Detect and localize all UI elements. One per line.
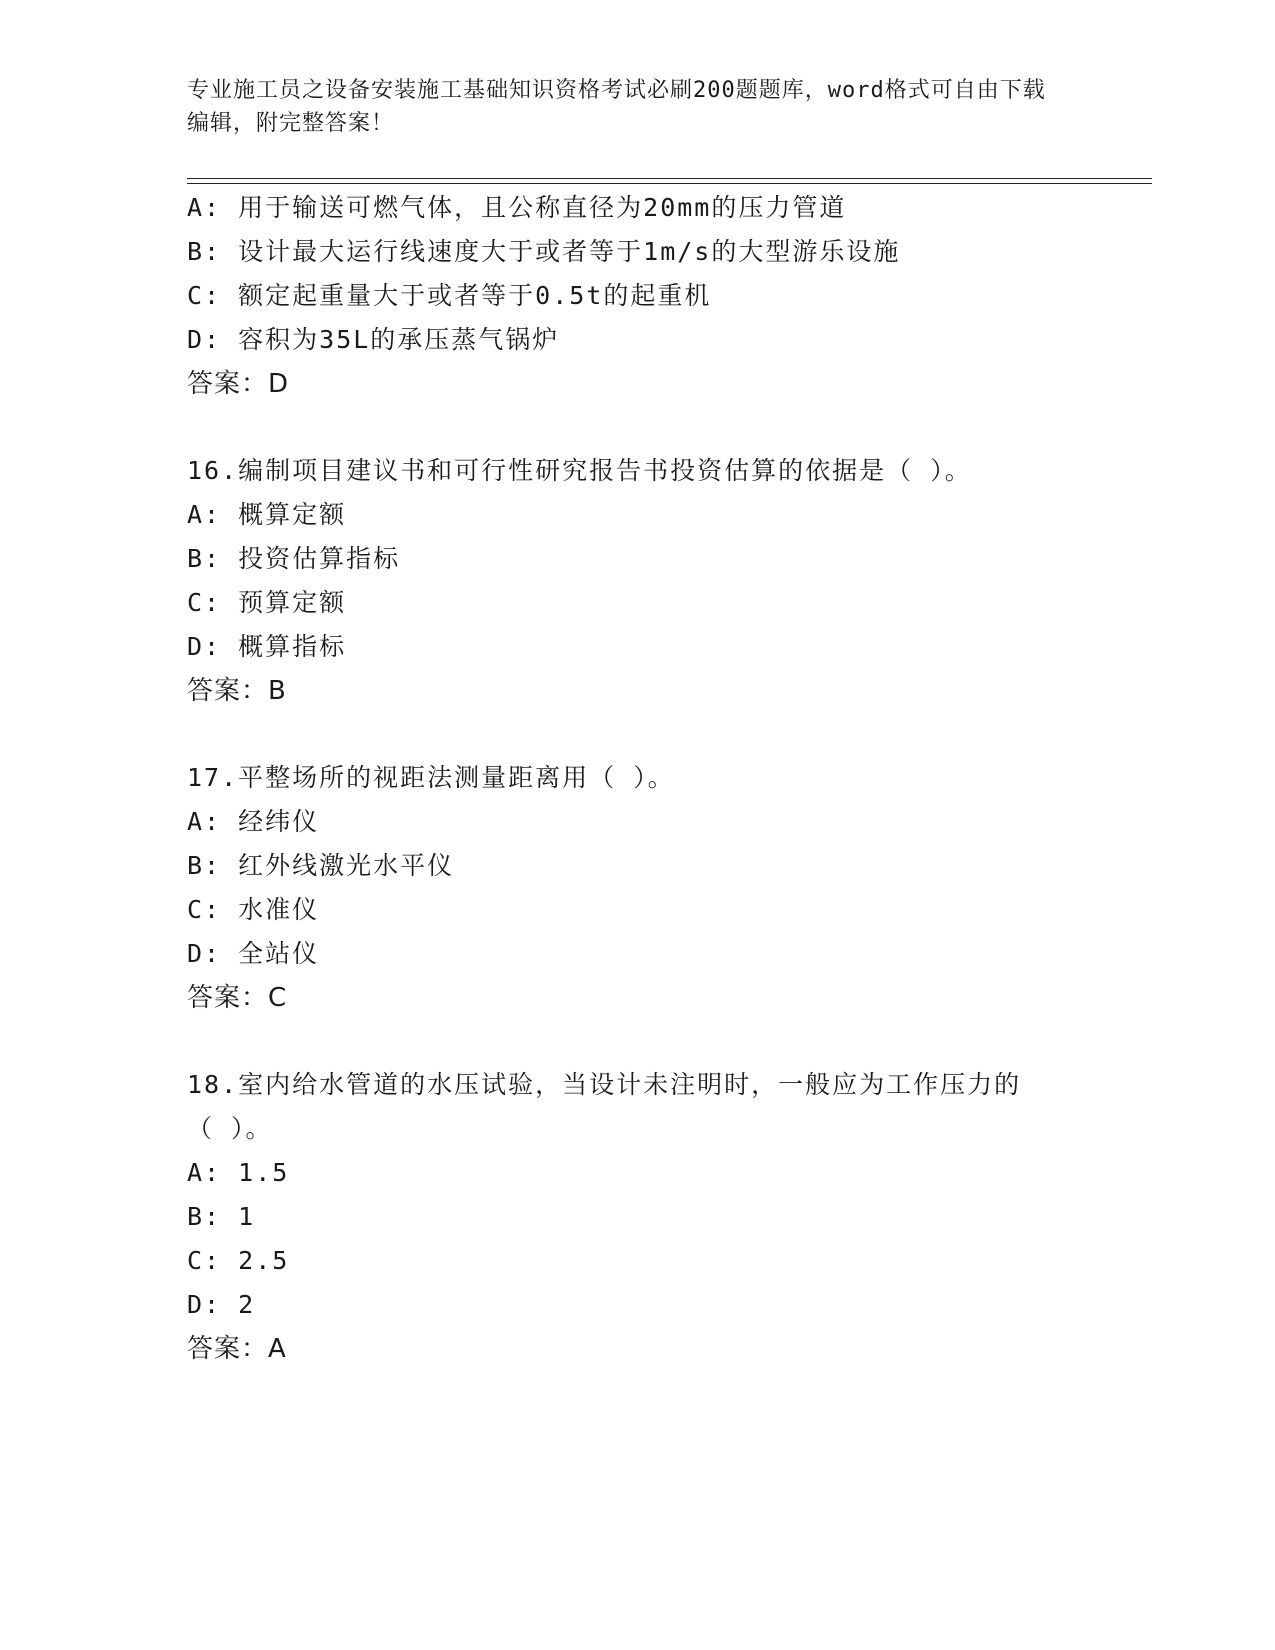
q16-option-d: D: 概算指标 xyxy=(187,632,347,661)
q18-option-a: A: 1.5 xyxy=(187,1158,290,1187)
q16-option-b: B: 投资估算指标 xyxy=(187,544,401,573)
q16-answer: 答案：B xyxy=(187,676,287,706)
q16-option-c: C: 预算定额 xyxy=(187,588,347,617)
q15-option-b: B: 设计最大运行线速度大于或者等于1m/s的大型游乐设施 xyxy=(187,237,901,266)
q17-option-d: D: 全站仪 xyxy=(187,939,320,968)
q16-option-a: A: 概算定额 xyxy=(187,500,347,529)
q15-option-c: C: 额定起重量大于或者等于0.5t的起重机 xyxy=(187,281,712,310)
q18-answer: 答案：A xyxy=(187,1334,287,1364)
q17-option-b: B: 红外线激光水平仪 xyxy=(187,851,455,880)
q17-question: 17.平整场所的视距法测量距离用（ ）。 xyxy=(187,763,675,792)
q18-question-line2: （ ）。 xyxy=(187,1114,273,1143)
header-rule-top xyxy=(187,178,1152,179)
q17-option-a: A: 经纬仪 xyxy=(187,807,320,836)
header-rule-bottom xyxy=(187,183,1152,184)
q17-answer: 答案：C xyxy=(187,983,288,1013)
q15-option-d: D: 容积为35L的承压蒸气锅炉 xyxy=(187,325,560,354)
q15-answer: 答案：D xyxy=(187,369,290,399)
q18-option-d: D: 2 xyxy=(187,1290,256,1319)
document-header: 专业施工员之设备安装施工基础知识资格考试必刷200题题库，word格式可自由下载编辑，附完整答案！ xyxy=(187,78,1046,136)
q18-option-c: C: 2.5 xyxy=(187,1246,290,1275)
q18-option-b: B: 1 xyxy=(187,1202,256,1231)
q18-question-line1: 18.室内给水管道的水压试验，当设计未注明时，一般应为工作压力的 xyxy=(187,1070,1022,1099)
q16-question: 16.编制项目建议书和可行性研究报告书投资估算的依据是（ ）。 xyxy=(187,456,972,485)
q17-option-c: C: 水准仪 xyxy=(187,895,320,924)
q15-option-a: A: 用于输送可燃气体，且公称直径为20mm的压力管道 xyxy=(187,193,847,222)
